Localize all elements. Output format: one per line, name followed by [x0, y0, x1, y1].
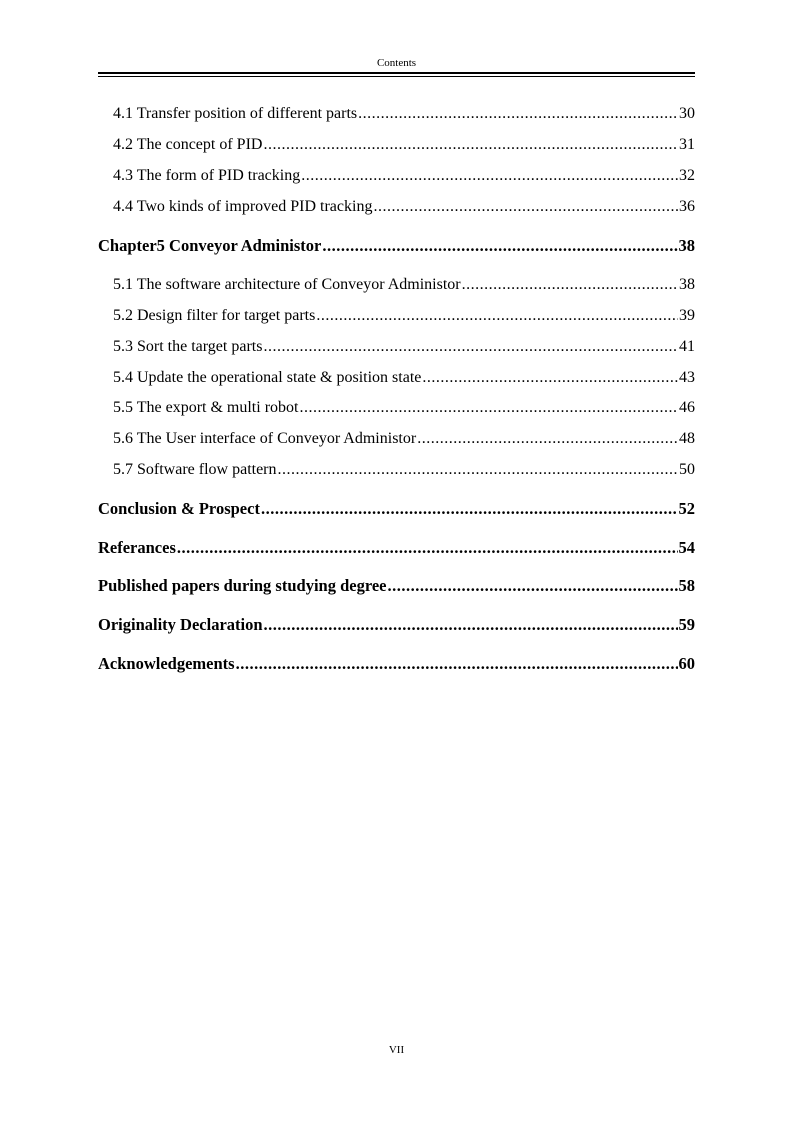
toc-dot-leader — [373, 196, 678, 218]
toc-entry-title: 4.4 Two kinds of improved PID tracking — [113, 198, 373, 215]
toc-entry-title: Originality Declaration — [98, 615, 263, 634]
toc-dot-leader — [322, 235, 677, 257]
toc-dot-leader — [358, 103, 678, 125]
toc-dot-leader — [462, 274, 678, 296]
toc-entry-4-4[interactable] — [113, 196, 695, 218]
toc-entry-4-2[interactable] — [113, 134, 695, 156]
toc-entry-5-3[interactable] — [113, 336, 695, 358]
toc-entry-page: 41 — [679, 338, 695, 355]
toc-entry-title: Acknowledgements — [98, 654, 235, 673]
toc-entry-chapter5[interactable] — [98, 235, 695, 257]
toc-entry-page: 38 — [678, 236, 695, 255]
page-number: VII — [388, 1044, 405, 1056]
toc-entry-title: 5.7 Software flow pattern — [113, 461, 277, 478]
toc-entry-5-6[interactable] — [113, 428, 695, 450]
toc-dot-leader — [417, 428, 678, 450]
toc-dot-leader — [236, 653, 678, 675]
toc-entry-acknowledgements[interactable] — [98, 653, 695, 675]
toc-entry-page: 43 — [679, 369, 695, 386]
toc-dot-leader — [264, 614, 678, 636]
toc-entry-title: 4.1 Transfer position of different parts — [113, 105, 358, 122]
toc-entry-originality[interactable] — [98, 614, 695, 636]
toc-entry-title: 5.4 Update the operational state & position state — [113, 369, 422, 386]
toc-entry-references[interactable] — [98, 537, 695, 559]
toc-entry-5-7[interactable] — [113, 459, 695, 481]
running-head: Contents — [376, 57, 417, 69]
toc-entry-5-1[interactable] — [113, 274, 695, 296]
toc-entry-5-5[interactable] — [113, 397, 695, 419]
toc-entry-conclusion[interactable] — [98, 498, 695, 520]
toc-entry-page: 50 — [679, 461, 695, 478]
toc-entry-published-papers[interactable] — [98, 575, 695, 597]
toc-entry-page: 59 — [678, 615, 695, 634]
toc-entry-page: 48 — [679, 430, 695, 447]
toc-entry-page: 46 — [679, 399, 695, 416]
toc-entry-title: Referances — [98, 538, 176, 557]
toc-dot-leader — [301, 165, 678, 187]
toc-entry-page: 30 — [679, 105, 695, 122]
toc-entry-4-1[interactable] — [113, 103, 695, 125]
header-rule-thick — [98, 72, 695, 74]
toc-entry-title: Published papers during studying degree — [98, 576, 387, 595]
toc-entry-title: Conclusion & Prospect — [98, 499, 260, 518]
toc-dot-leader — [422, 367, 678, 389]
toc-entry-page: 38 — [679, 276, 695, 293]
toc-entry-page: 36 — [679, 198, 695, 215]
toc-dot-leader — [263, 336, 678, 358]
toc-dot-leader — [388, 575, 678, 597]
toc-dot-leader — [278, 459, 678, 481]
toc-entry-title: 5.3 Sort the target parts — [113, 338, 263, 355]
toc-entry-title: Chapter5 Conveyor Administor — [98, 236, 322, 255]
toc-dot-leader — [263, 134, 678, 156]
toc-entry-title: 4.3 The form of PID tracking — [113, 167, 301, 184]
toc-entry-title: 4.2 The concept of PID — [113, 136, 263, 153]
toc-entry-title: 5.2 Design filter for target parts — [113, 307, 316, 324]
toc-entry-page: 54 — [678, 538, 695, 557]
toc-entry-page: 58 — [678, 576, 695, 595]
toc-entry-title: 5.6 The User interface of Conveyor Administor — [113, 430, 417, 447]
toc-entry-page: 39 — [679, 307, 695, 324]
toc-entry-page: 60 — [678, 654, 695, 673]
header-rule-thin — [98, 76, 695, 77]
toc-entry-4-3[interactable] — [113, 165, 695, 187]
toc-entry-title: 5.5 The export & multi robot — [113, 399, 299, 416]
toc-dot-leader — [261, 498, 678, 520]
toc-entry-page: 52 — [678, 499, 695, 518]
toc-entry-5-4[interactable] — [113, 367, 695, 389]
toc-dot-leader — [299, 397, 678, 419]
toc-entry-page: 31 — [679, 136, 695, 153]
toc-dot-leader — [177, 537, 678, 559]
toc-dot-leader — [316, 305, 678, 327]
toc-entry-5-2[interactable] — [113, 305, 695, 327]
toc-entry-title: 5.1 The software architecture of Conveyor Administor — [113, 276, 461, 293]
toc-entry-page: 32 — [679, 167, 695, 184]
